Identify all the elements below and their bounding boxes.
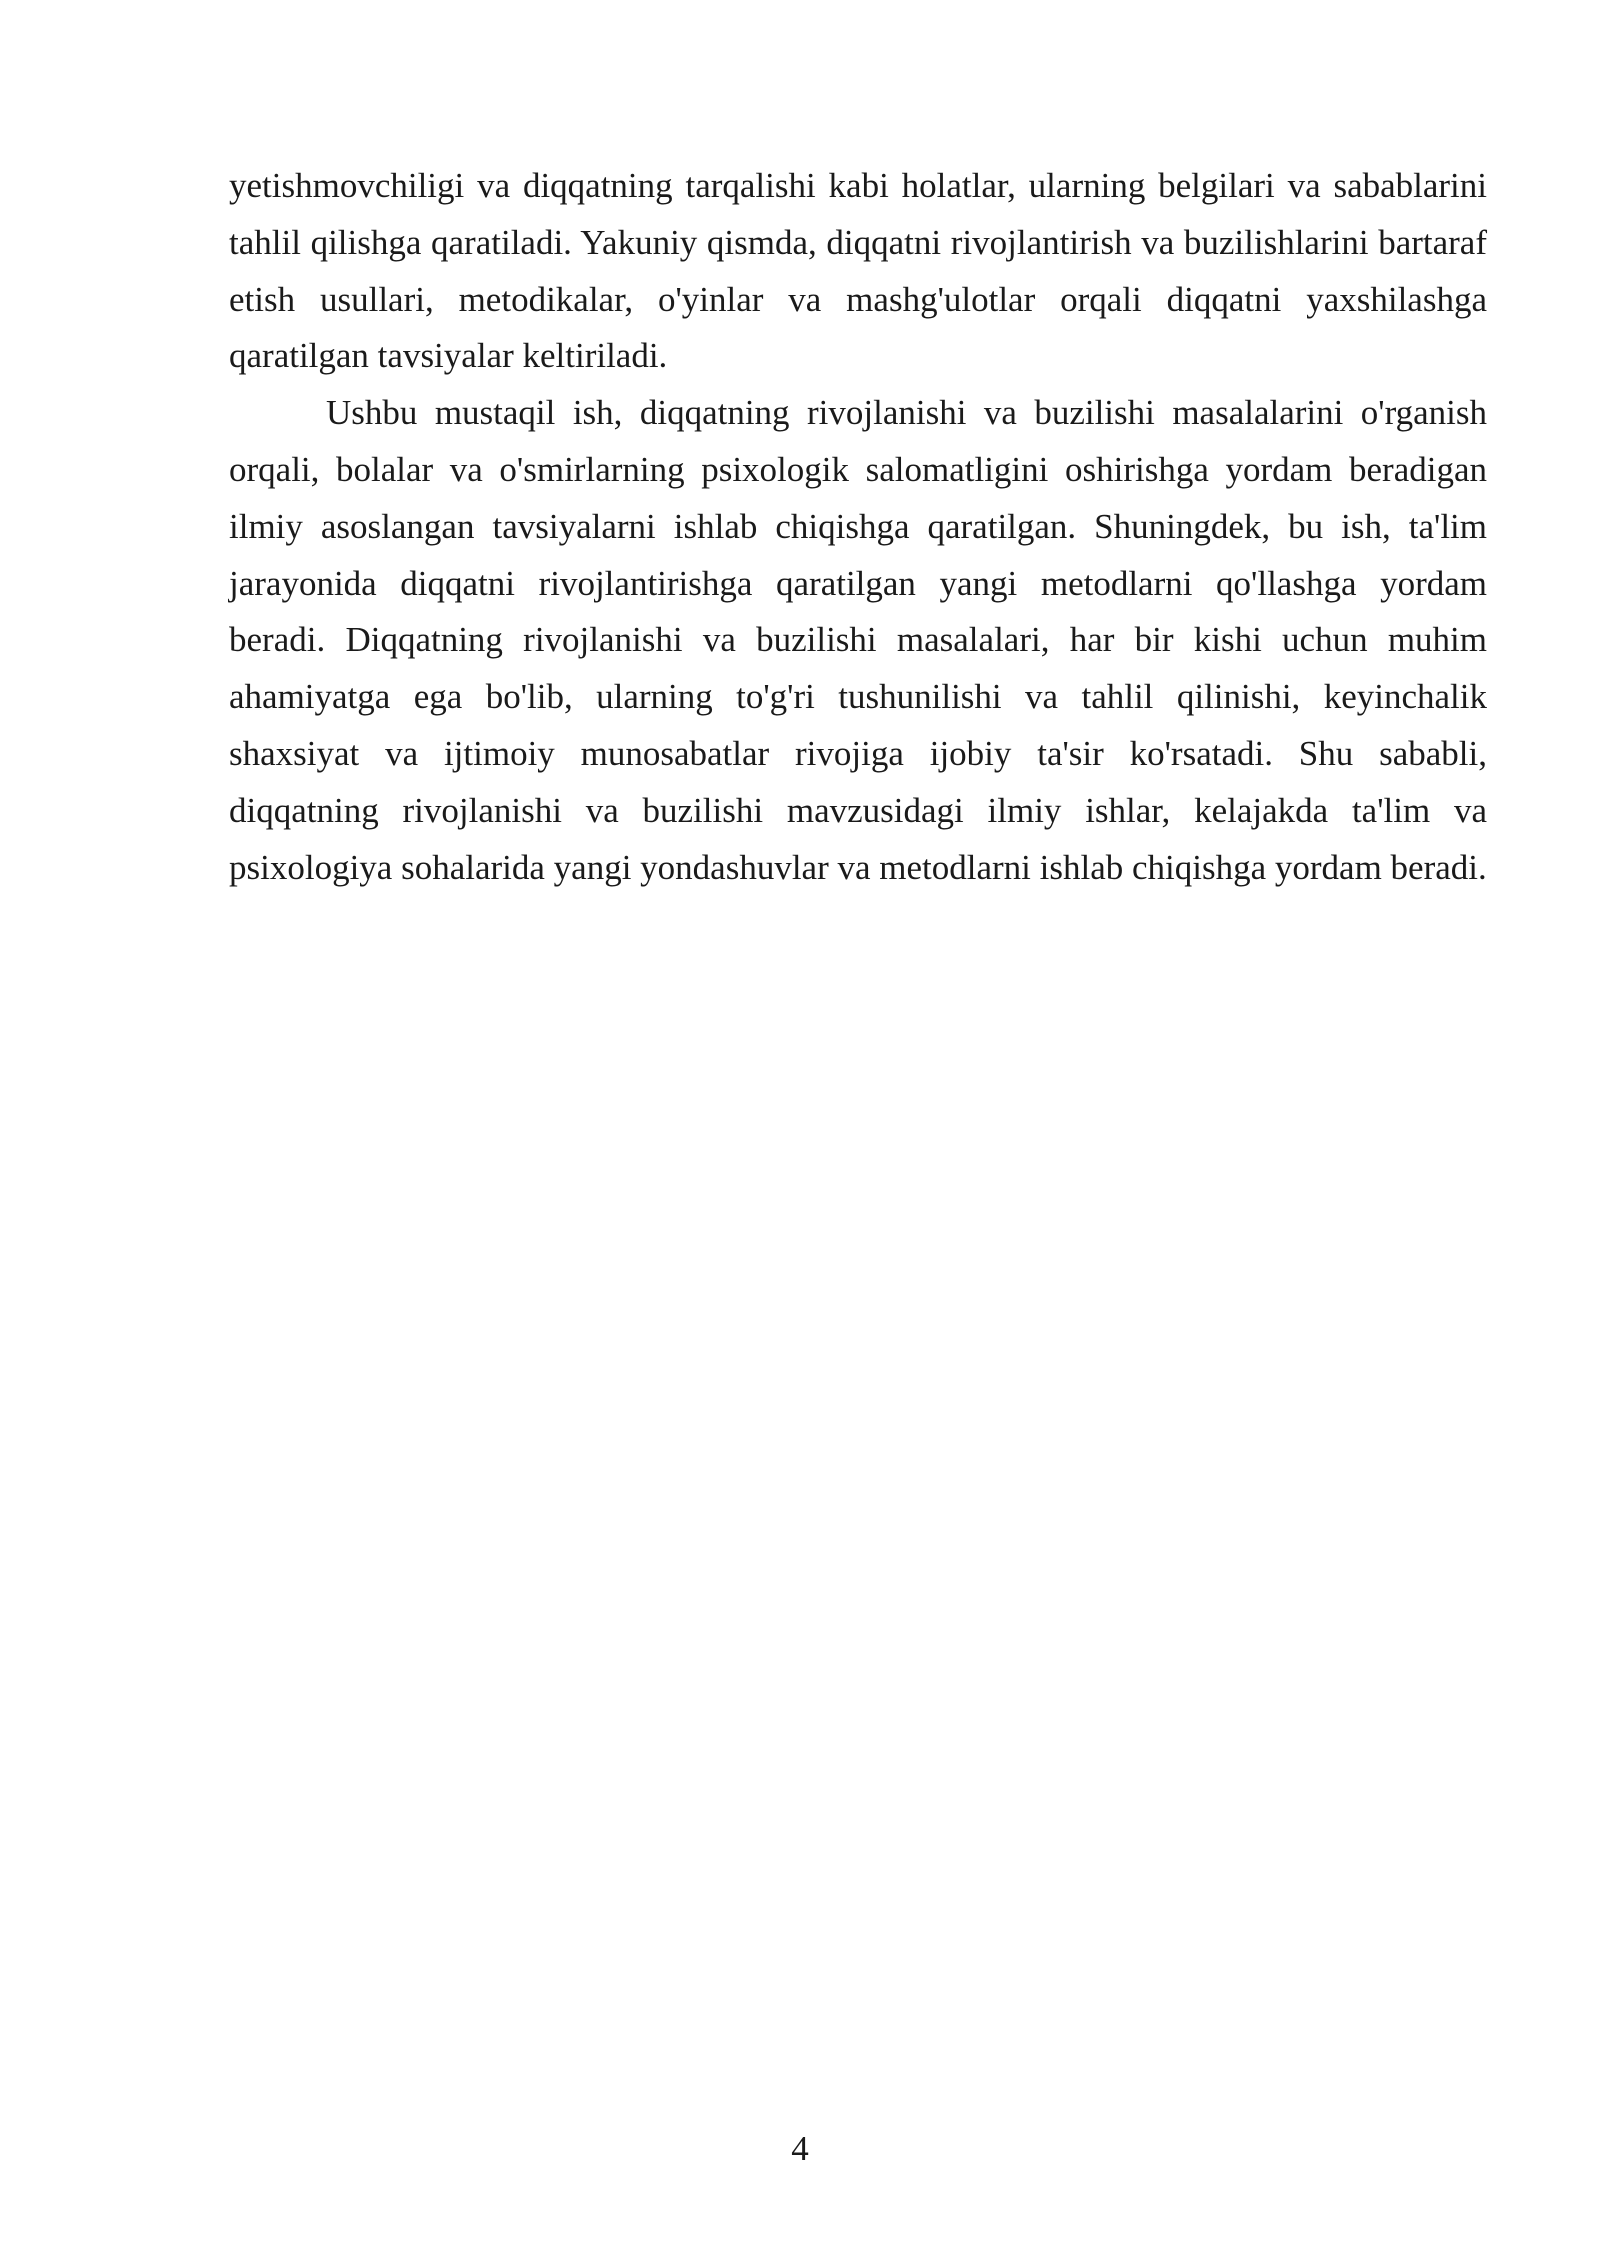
- body-text: [229, 158, 1487, 896]
- paragraph-main: Ushbu mustaqil ish, diqqatning rivojlanishi va buzilishi masalalarini o'rganish orqali, bolalar va o'smirlarning psixologik salomatligini oshirishga yordam beradigan ilmiy asoslangan tavsiyalarni ishlab chiqishga qaratilgan. Shuningdek, bu ish, ta'lim jarayonida diqqatni rivojlantirishga qaratilgan yangi metodlarni qo'llashga yordam beradi. Diqqatning rivojlanishi va buzilishi masalalari, har bir kishi uchun muhim ahamiyatga ega bo'lib, ularning to'g'ri tushunilishi va tahlil qilinishi, keyinchalik shaxsiyat va ijtimoiy munosabatlar rivojiga ijobiy ta'sir ko'rsatadi. Shu sababli, diqqatning rivojlanishi va buzilishi mavzusidagi ilmiy ishlar, kelajakda ta'lim va psixologiya sohalarida yangi yondashuvlar va metodlarni ishlab chiqishga yordam beradi.: [229, 393, 1487, 887]
- page-number: 4: [791, 2129, 809, 2168]
- paragraph-continuation: yetishmovchiligi va diqqatning tarqalishi kabi holatlar, ularning belgilari va sabablarini tahlil qilishga qaratiladi. Yakuniy qismda, diqqatni rivojlantirish va buzilishlarini bartaraf etish usullari, metodikalar, o'yinlar va mashg'ulotlar orqali diqqatni yaxshilashga qaratilgan tavsiyalar keltiriladi.: [229, 166, 1487, 376]
